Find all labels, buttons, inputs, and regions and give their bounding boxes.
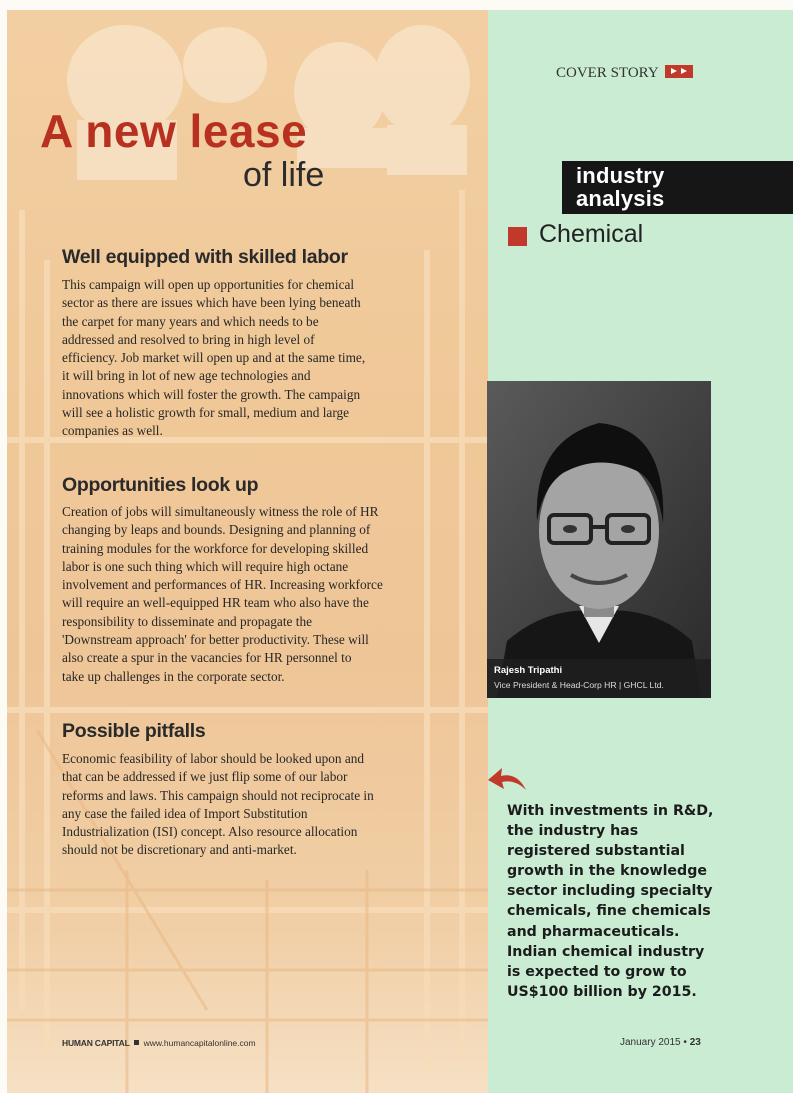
body-line: efficiency. Job market will open up and at the same time, — [62, 350, 366, 366]
section-heading-pitfalls: Possible pitfalls — [62, 720, 206, 742]
body-line: that can be addressed if we just flip some of our labor — [62, 769, 348, 785]
body-line: the carpet for many years and which needs to be — [62, 313, 319, 329]
page-number: 23 — [689, 1037, 701, 1048]
portrait-illustration — [487, 381, 711, 698]
portrait-photo — [487, 381, 711, 698]
category-label: Chemical — [539, 220, 644, 248]
footer-page-info — [620, 1037, 701, 1048]
footer-date: January 2015 — [620, 1037, 681, 1048]
pull-quote — [507, 801, 713, 1002]
body-line: 'Downstream approach' for better productivity. These will — [62, 632, 369, 648]
body-line: Creation of jobs will simultaneously witness the role of HR — [62, 504, 379, 519]
section-label — [556, 65, 693, 82]
body-line: should not be discretionary and anti-market. — [62, 842, 297, 858]
quote-line: registered substantial — [507, 843, 685, 860]
body-line: responsibility to disseminate and propagate the — [62, 613, 312, 629]
body-line: sector as there are issues which have been lying beneath — [62, 295, 361, 311]
article-title-line-1: A new lease — [40, 105, 308, 157]
quote-line: US$100 billion by 2015. — [507, 983, 697, 1000]
section-body-skilled-labor — [62, 276, 452, 441]
section-body-opportunities — [62, 503, 452, 686]
body-line: any case the failed idea of Import Substitution — [62, 805, 308, 821]
body-line: labor is one such thing which will require high octane — [62, 558, 349, 574]
section-label-text: COVER STORY — [556, 65, 659, 81]
body-line: Industrialization (ISI) concept. Also resource allocation — [62, 824, 358, 840]
square-bullet-icon — [508, 227, 527, 246]
footer-separator: • — [683, 1037, 687, 1048]
body-line: will see a holistic growth for small, medium and large — [62, 405, 350, 421]
quote-line: sector including specialty — [507, 883, 713, 900]
photo-caption-name: Rajesh Tripathi — [494, 665, 563, 676]
quote-line: is expected to grow to — [507, 963, 687, 980]
body-line: also create a spur in the vacancies for HR personnel to — [62, 650, 352, 666]
industry-analysis-badge — [562, 161, 793, 214]
quote-line: the industry has — [507, 823, 639, 840]
quote-line: chemicals, fine chemicals — [507, 903, 711, 920]
body-line: take up challenges in the corporate sector. — [62, 668, 285, 684]
body-line: will require an well-equipped HR team who also have the — [62, 595, 369, 611]
body-line: it will bring in lot of new age technologies and — [62, 368, 311, 384]
quote-line: Indian chemical industry — [507, 943, 705, 960]
badge-line-2: analysis — [576, 186, 665, 211]
footer-publication — [62, 1038, 256, 1048]
body-line: Economic feasibility of labor should be looked upon and — [62, 751, 365, 766]
quote-line: growth in the knowledge — [507, 863, 707, 880]
footer-brand: HUMAN CAPITAL — [62, 1038, 130, 1048]
body-line: changing by leaps and bounds. Designing and planning of — [62, 522, 371, 538]
section-heading-opportunities: Opportunities look up — [62, 474, 259, 496]
square-bullet-icon — [134, 1040, 139, 1045]
body-line: innovations which will foster the growth. The campaign — [62, 386, 361, 402]
curved-arrow-icon — [487, 764, 529, 794]
section-body-pitfalls — [62, 750, 452, 860]
quote-line: With investments in R&D, — [507, 803, 714, 819]
body-line: training modules for the workforce for developing skilled — [62, 540, 369, 556]
body-line: reforms and laws. This campaign should not reciprocate in — [62, 787, 374, 803]
quote-line: and pharmaceuticals. — [507, 923, 680, 940]
fast-forward-icon — [665, 65, 693, 78]
photo-caption-role: Vice President & Head-Corp HR | GHCL Ltd. — [494, 680, 664, 690]
body-line: addressed and resolved to bring in high level of — [62, 331, 315, 347]
body-line: This campaign will open up opportunities for chemical — [62, 277, 355, 292]
article-title-line-2: of life — [243, 156, 325, 194]
footer-website: www.humancapitalonline.com — [143, 1038, 256, 1048]
section-heading-skilled-labor: Well equipped with skilled labor — [62, 246, 348, 268]
badge-line-1: industry — [576, 163, 665, 188]
body-line: companies as well. — [62, 423, 163, 439]
body-line: involvement and performances of HR. Increasing workforce — [62, 577, 383, 593]
